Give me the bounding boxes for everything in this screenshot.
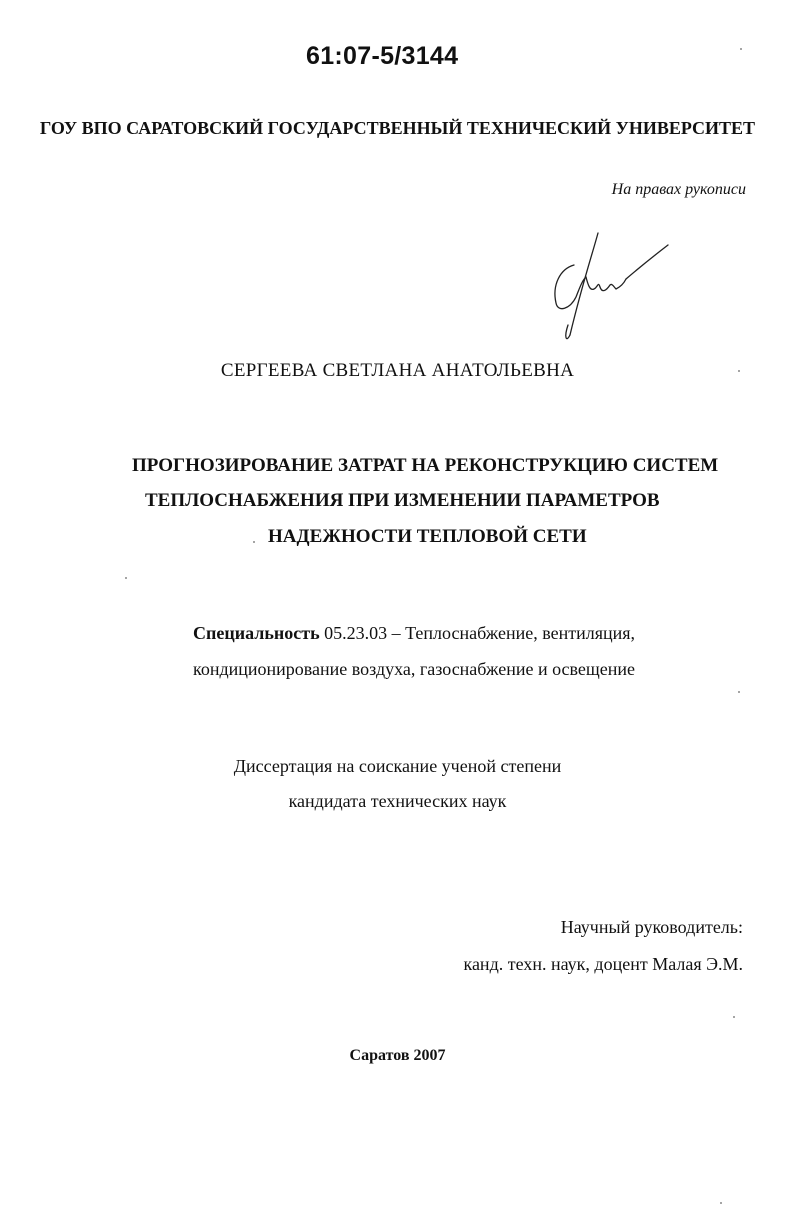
scan-speck (733, 1016, 735, 1018)
thesis-title-line-1: ПРОГНОЗИРОВАНИЕ ЗАТРАТ НА РЕКОНСТРУКЦИЮ СИСТЕМ (132, 455, 719, 476)
manuscript-note: На правах рукописи (611, 181, 746, 198)
thesis-title-line-2: ТЕПЛОСНАБЖЕНИЯ ПРИ ИЗМЕНЕНИИ ПАРАМЕТРОВ (145, 490, 660, 511)
thesis-title-line-3: НАДЕЖНОСТИ ТЕПЛОВОЙ СЕТИ (268, 526, 587, 547)
specialty-line (193, 623, 635, 644)
signature-icon (540, 225, 680, 350)
scan-speck (125, 577, 127, 579)
scan-speck (720, 1202, 722, 1204)
supervisor-label: Научный руководитель: (560, 917, 743, 937)
university-name: ГОУ ВПО САРАТОВСКИЙ ГОСУДАРСТВЕННЫЙ ТЕХНИЧЕСКИЙ УНИВЕРСИТЕТ (39, 118, 756, 138)
specialty-line-2: кондиционирование воздуха, газоснабжение и освещение (193, 659, 636, 679)
scan-speck (738, 691, 740, 693)
catalog-number: 61:07-5/3144 (306, 42, 459, 70)
dissertation-line-1: Диссертация на соискание ученой степени (233, 756, 562, 776)
scan-speck (738, 370, 740, 372)
dissertation-line-2: кандидата технических наук (288, 791, 507, 811)
author-name: СЕРГЕЕВА СВЕТЛАНА АНАТОЛЬЕВНА (220, 360, 575, 381)
specialty-text: 05.23.03 – Теплоснабжение, вентиляция, (319, 623, 636, 643)
city-year: Саратов 2007 (349, 1047, 446, 1064)
scan-speck (253, 541, 255, 543)
supervisor-name: канд. техн. наук, доцент Малая Э.М. (463, 954, 743, 974)
scan-speck (740, 48, 742, 50)
specialty-label: Специальность (193, 623, 320, 643)
